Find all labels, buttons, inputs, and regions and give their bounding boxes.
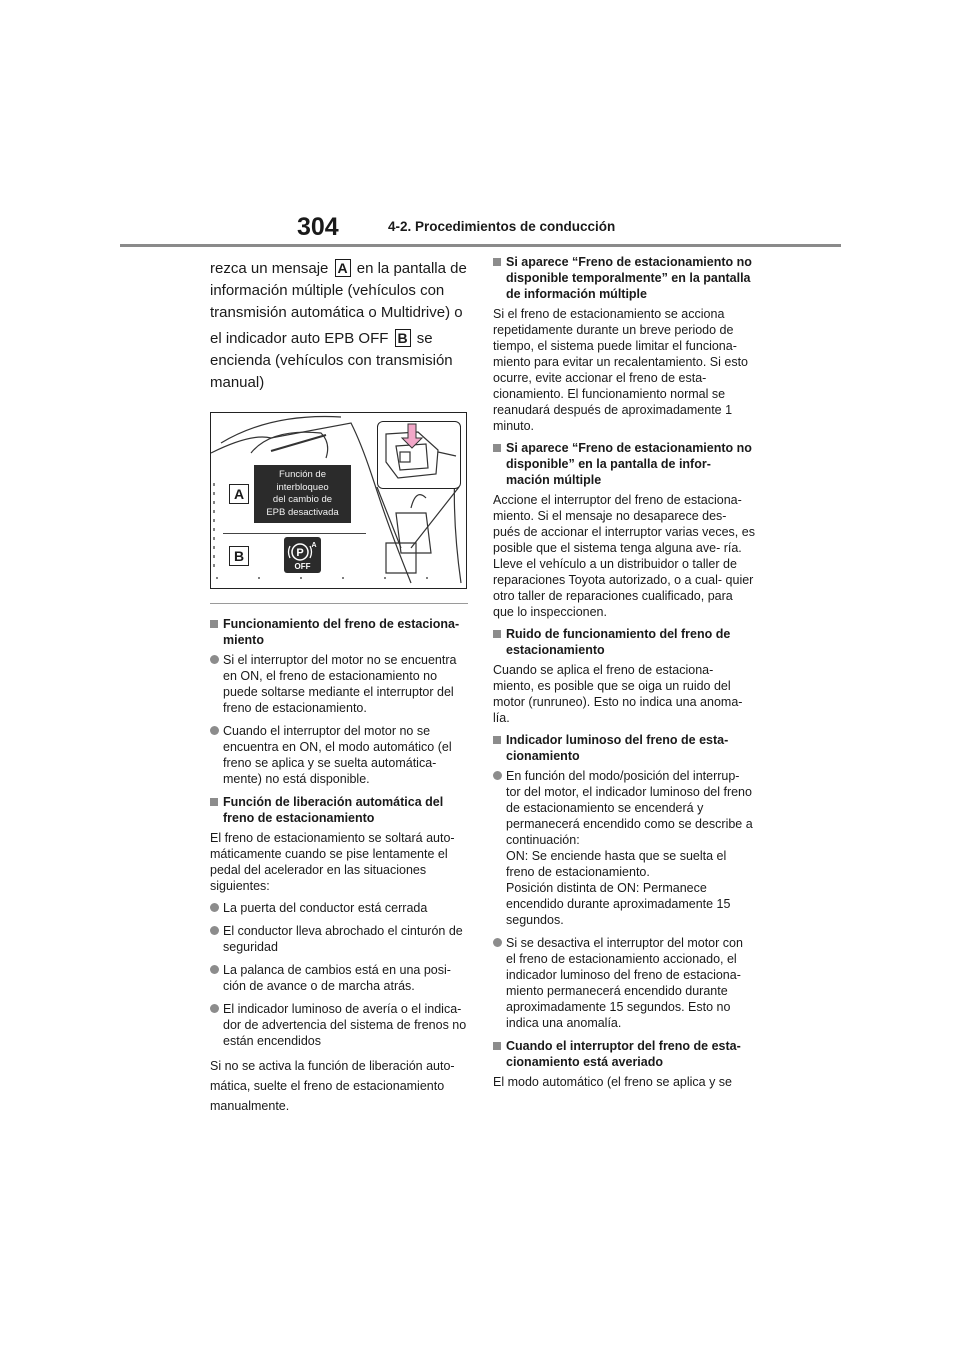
- heading-square-icon: [210, 798, 218, 806]
- bullet-dot-icon: [210, 655, 219, 664]
- paragraph: Cuando se aplica el freno de estaciona- miento, es posible que se oiga un ruido del motor (runruneo). Esto no indica una anoma- lía.: [493, 663, 743, 725]
- list-item-text: En función del modo/posición del interrup- tor del motor, el indicador luminoso del freno de estacionamiento se encenderá y permanecerá encendido como se describe a continuación:: [506, 769, 753, 847]
- right-column: [493, 254, 755, 1096]
- mfd-message-display: [254, 465, 351, 523]
- heading-auto-release: [210, 794, 470, 826]
- heading-parking-brake-operation: [210, 616, 470, 648]
- list-item-text: El conductor lleva abrochado el cinturón de seguridad: [223, 924, 463, 954]
- figure-bottom-rule: [210, 603, 468, 604]
- heading-text: Funcionamiento del freno de estaciona- miento: [223, 617, 460, 647]
- paragraph: El modo automático (el freno se aplica y se: [493, 1075, 733, 1089]
- heading-square-icon: [493, 630, 501, 638]
- list-item-text: Cuando el interruptor del motor no se encuentra en ON, el modo automático (el freno se aplica y se suelta automática- mente) no está disponible.: [223, 724, 452, 786]
- bullet-dot-icon: [493, 938, 502, 947]
- intro-part-4: se encienda (vehículos con transmisión manual): [210, 330, 453, 391]
- list-item: [493, 935, 755, 1031]
- list-item-text: Si el interruptor del motor no se encuentra en ON, el freno de estacionamiento no puede soltarse mediante el interruptor del freno de estacionamiento.: [223, 653, 457, 715]
- heading-square-icon: [493, 444, 501, 452]
- intro-part-3: el indicador auto EPB OFF: [210, 330, 389, 347]
- figure-label-b: B: [229, 546, 249, 566]
- tag-b: B: [395, 329, 411, 347]
- heading-unavailable: [493, 440, 755, 488]
- figure-divider: [223, 533, 366, 534]
- bullet-dot-icon: [210, 965, 219, 974]
- heading-square-icon: [210, 620, 218, 628]
- heading-square-icon: [493, 258, 501, 266]
- epb-p-letter: P: [296, 547, 304, 559]
- heading-text: Cuando el interruptor del freno de esta- cionamiento está averiado: [506, 1039, 741, 1069]
- intro-part-2: en la pantalla de información múltiple (vehículos con transmisión automática o Multidrive) o: [210, 260, 467, 321]
- heading-text: Función de liberación automática del freno de estacionamiento: [223, 795, 444, 825]
- tag-a: A: [335, 259, 351, 277]
- epb-off-text: OFF: [294, 562, 311, 571]
- display-line-3: del cambio de: [272, 494, 333, 505]
- display-line-4: EPB desactivada: [266, 506, 339, 518]
- heading-text: Indicador luminoso del freno de esta- cionamiento: [506, 733, 729, 763]
- epb-a-letter: A: [311, 542, 317, 549]
- header-rule: [120, 244, 841, 247]
- bullet-dot-icon: [210, 903, 219, 912]
- list-item: [210, 723, 470, 787]
- list-item: [210, 900, 470, 916]
- bullet-dot-icon: [493, 771, 502, 780]
- parking-brake-switch-icon: [378, 422, 460, 488]
- paragraph: El freno de estacionamiento se soltará auto- máticamente cuando se pise lentamente el pedal del acelerador en las situaciones siguientes:: [210, 831, 455, 893]
- paragraph: Si el freno de estacionamiento se acciona repetidamente durante un breve periodo de tiempo, el sistema puede limitar el funciona- miento para evitar un recalentamiento. Si esto ocurre, evite accionar el freno de esta- cionamiento. El funcionamiento normal se reanudará después de aproximadamente 1 minuto.: [493, 307, 748, 433]
- heading-text: Si aparece “Freno de estacionamiento no disponible temporalmente” en la pantalla de información múltiple: [506, 255, 752, 301]
- left-column: [210, 254, 470, 1116]
- display-line-1: Función de: [278, 469, 326, 480]
- epb-illustration: [210, 412, 467, 589]
- list-item: [210, 652, 470, 716]
- list-item: [210, 1001, 470, 1049]
- heading-square-icon: [493, 736, 501, 744]
- section-title: 4-2. Procedimientos de conducción: [388, 219, 616, 234]
- auto-epb-off-indicator: [284, 537, 321, 573]
- list-item-text: La puerta del conductor está cerrada: [223, 901, 428, 915]
- list-item-text: El indicador luminoso de avería o el indica- dor de advertencia del sistema de frenos no están encendidos: [223, 1002, 467, 1048]
- heading-text: Si aparece “Freno de estacionamiento no disponible” en la pantalla de infor- mación múltiple: [506, 441, 752, 487]
- intro-part-1: rezca un mensaje: [210, 260, 329, 277]
- paragraph: Accione el interruptor del freno de estaciona- miento. Si el mensaje no desaparece des- pués de accionar el interruptor varias veces, es posible que el sistema tenga alguna ave- ría. Lleve el vehículo a un distribuidor o taller de reparaciones Toyota autorizado, o a cual- quier otro taller de reparaciones cualificado, para que lo inspeccionen.: [493, 493, 755, 619]
- list-item: [493, 768, 755, 928]
- paragraph-line: mática, suelte el freno de estacionamiento: [210, 1079, 445, 1093]
- bullet-dot-icon: [210, 1004, 219, 1013]
- heading-text: Ruido de funcionamiento del freno de estacionamiento: [506, 627, 731, 657]
- figure-label-a: A: [229, 484, 249, 504]
- heading-square-icon: [493, 1042, 501, 1050]
- bullet-dot-icon: [210, 926, 219, 935]
- heading-temp-unavailable: [493, 254, 755, 302]
- list-item-text: ON: Se enciende hasta que se suelta el freno de estacionamiento.: [506, 849, 727, 879]
- paragraph-line: manualmente.: [210, 1099, 290, 1113]
- list-item-text: Si se desactiva el interruptor del motor con el freno de estacionamiento accionado, el indicador luminoso del freno de estaciona- miento permanecerá encendido durante aproximadamente 15 segundos. Esto no indica una anomalía.: [506, 936, 743, 1030]
- heading-switch-malfunction: [493, 1038, 755, 1070]
- page-number: 304: [297, 213, 339, 241]
- list-item: [210, 923, 470, 955]
- display-line-2: interbloqueo: [276, 481, 329, 493]
- bullet-dot-icon: [210, 726, 219, 735]
- list-item: [210, 962, 470, 994]
- heading-operation-noise: [493, 626, 755, 658]
- list-item-text: Posición distinta de ON: Permanece encendido durante aproximadamente 15 segundos.: [506, 881, 731, 927]
- intro-text: [210, 258, 470, 394]
- list-item-text: La palanca de cambios está en una posi- ción de avance o de marcha atrás.: [223, 963, 451, 993]
- switch-zoom-inset: [377, 421, 461, 489]
- paragraph-line: Si no se activa la función de liberación auto-: [210, 1059, 455, 1073]
- heading-indicator-light: [493, 732, 755, 764]
